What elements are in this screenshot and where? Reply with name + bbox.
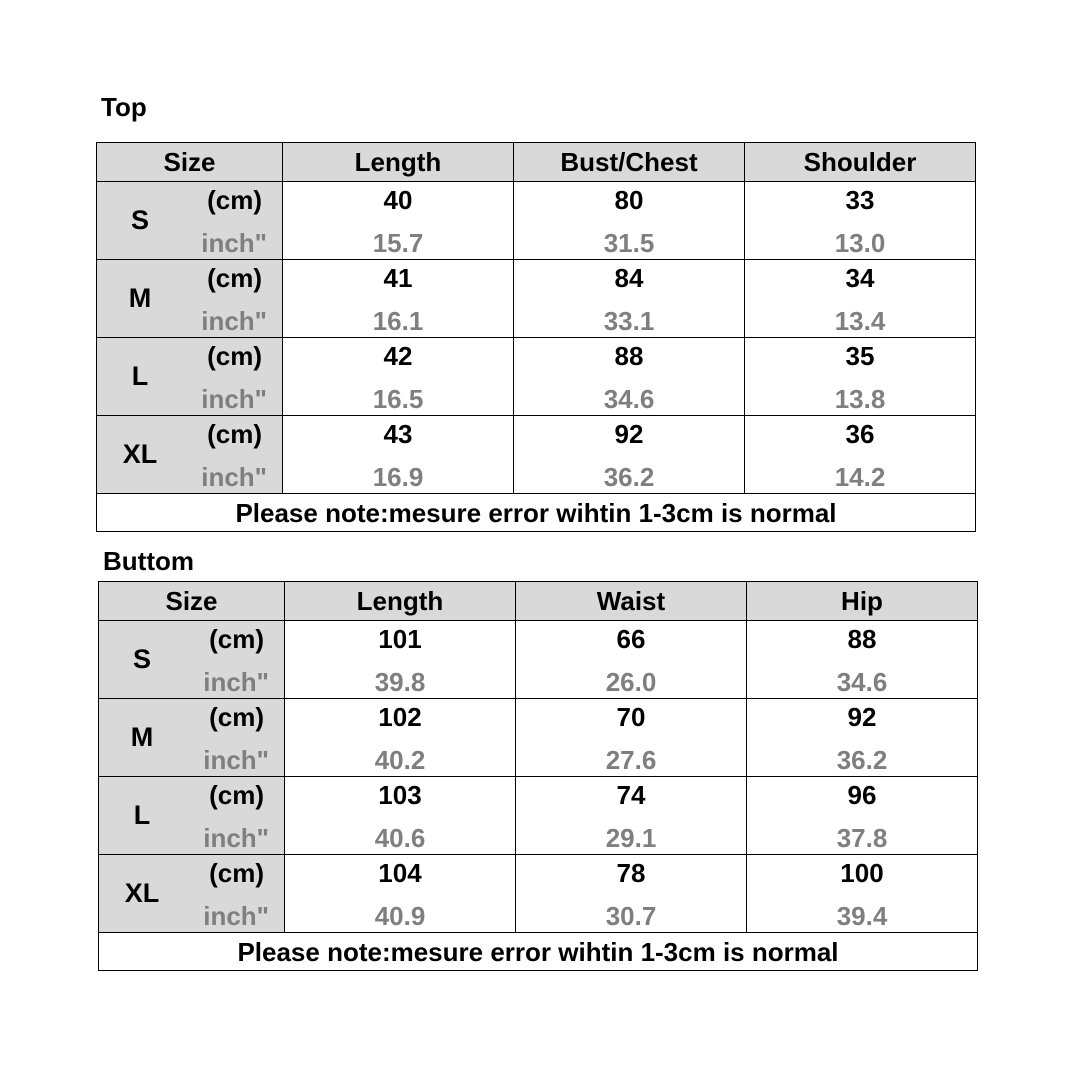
unit-cm-label: (cm) xyxy=(207,185,262,215)
header-waist: Waist xyxy=(516,582,747,621)
value-cm: 42 xyxy=(383,341,413,371)
value-cm: 43 xyxy=(383,419,413,449)
unit-cm-label: (cm) xyxy=(209,858,264,888)
value-inch: 14.2 xyxy=(834,462,886,492)
value-cell xyxy=(747,855,978,933)
value-cell xyxy=(516,621,747,699)
value-cm: 70 xyxy=(616,702,646,732)
value-cm: 78 xyxy=(616,858,646,888)
value-cell xyxy=(516,699,747,777)
value-inch: 30.7 xyxy=(605,901,657,931)
table-row xyxy=(97,338,976,416)
unit-cm-label: (cm) xyxy=(207,341,262,371)
value-inch: 13.8 xyxy=(834,384,886,414)
value-inch: 36.2 xyxy=(836,745,888,775)
value-cell xyxy=(514,260,745,338)
value-inch: 31.5 xyxy=(603,228,655,258)
value-cell xyxy=(514,182,745,260)
value-cell xyxy=(285,699,516,777)
value-inch: 40.6 xyxy=(374,823,426,853)
value-cell xyxy=(514,338,745,416)
size-table-top xyxy=(96,142,976,532)
value-cm: 96 xyxy=(847,780,877,810)
size-cell xyxy=(99,621,285,699)
table-row xyxy=(99,621,978,699)
header-hip: Hip xyxy=(747,582,978,621)
size-label: L xyxy=(131,361,149,391)
size-cell xyxy=(99,777,285,855)
value-cell xyxy=(285,777,516,855)
value-cm: 84 xyxy=(614,263,644,293)
table-header-row xyxy=(97,143,976,182)
value-cell xyxy=(745,338,976,416)
section-title-bottom: Buttom xyxy=(103,546,194,576)
value-inch: 16.5 xyxy=(372,384,424,414)
value-cm: 40 xyxy=(383,185,413,215)
table-row xyxy=(97,182,976,260)
value-cell xyxy=(745,416,976,494)
header-size: Size xyxy=(99,582,285,621)
measurement-note: Please note:mesure error wihtin 1-3cm is normal xyxy=(97,494,976,532)
size-label: S xyxy=(130,205,149,235)
unit-cm-label: (cm) xyxy=(209,624,264,654)
unit-inch-label: inch" xyxy=(201,306,267,336)
size-cell xyxy=(99,699,285,777)
value-inch: 26.0 xyxy=(605,667,657,697)
size-label: XL xyxy=(122,439,158,469)
value-cell xyxy=(283,338,514,416)
value-cm: 80 xyxy=(614,185,644,215)
value-cm: 33 xyxy=(845,185,875,215)
value-cell xyxy=(516,855,747,933)
value-inch: 40.2 xyxy=(374,745,426,775)
size-label: L xyxy=(133,800,151,830)
header-size: Size xyxy=(97,143,283,182)
table-row xyxy=(99,777,978,855)
value-cm: 35 xyxy=(845,341,875,371)
value-inch: 36.2 xyxy=(603,462,655,492)
header-bust-chest: Bust/Chest xyxy=(514,143,745,182)
value-cm: 92 xyxy=(847,702,877,732)
unit-inch-label: inch" xyxy=(201,462,267,492)
value-inch: 13.4 xyxy=(834,306,886,336)
section-title-top: Top xyxy=(101,92,147,122)
value-cm: 101 xyxy=(378,624,422,654)
unit-inch-label: inch" xyxy=(203,745,269,775)
value-inch: 34.6 xyxy=(836,667,888,697)
unit-inch-label: inch" xyxy=(201,384,267,414)
value-cm: 103 xyxy=(378,780,422,810)
value-cell xyxy=(747,699,978,777)
unit-inch-label: inch" xyxy=(203,823,269,853)
table-row xyxy=(97,260,976,338)
value-inch: 39.4 xyxy=(836,901,888,931)
value-inch: 34.6 xyxy=(603,384,655,414)
unit-inch-label: inch" xyxy=(203,901,269,931)
value-inch: 27.6 xyxy=(605,745,657,775)
value-cm: 88 xyxy=(614,341,644,371)
value-cell xyxy=(747,777,978,855)
value-cell xyxy=(283,182,514,260)
value-inch: 40.9 xyxy=(374,901,426,931)
value-cm: 92 xyxy=(614,419,644,449)
unit-inch-label: inch" xyxy=(203,667,269,697)
header-length: Length xyxy=(283,143,514,182)
size-cell xyxy=(99,855,285,933)
value-cm: 74 xyxy=(616,780,646,810)
unit-cm-label: (cm) xyxy=(209,702,264,732)
value-cell xyxy=(745,260,976,338)
note-row xyxy=(97,494,976,532)
unit-cm-label: (cm) xyxy=(209,780,264,810)
size-cell xyxy=(97,182,283,260)
table-header-row xyxy=(99,582,978,621)
value-cm: 36 xyxy=(845,419,875,449)
value-cell xyxy=(514,416,745,494)
unit-cm-label: (cm) xyxy=(207,263,262,293)
unit-inch-label: inch" xyxy=(201,228,267,258)
value-inch: 39.8 xyxy=(374,667,426,697)
table-row xyxy=(97,416,976,494)
size-cell xyxy=(97,416,283,494)
value-cm: 100 xyxy=(840,858,884,888)
value-cell xyxy=(747,621,978,699)
measurement-note: Please note:mesure error wihtin 1-3cm is normal xyxy=(99,933,978,971)
value-inch: 13.0 xyxy=(834,228,886,258)
value-cell xyxy=(283,260,514,338)
value-cm: 102 xyxy=(378,702,422,732)
header-shoulder: Shoulder xyxy=(745,143,976,182)
size-table-bottom xyxy=(98,581,978,971)
size-cell xyxy=(97,338,283,416)
value-cm: 66 xyxy=(616,624,646,654)
value-cm: 41 xyxy=(383,263,413,293)
value-cell xyxy=(285,855,516,933)
table-row xyxy=(99,855,978,933)
value-cm: 34 xyxy=(845,263,875,293)
size-label: XL xyxy=(124,878,160,908)
size-label: S xyxy=(132,644,151,674)
unit-cm-label: (cm) xyxy=(207,419,262,449)
header-length: Length xyxy=(285,582,516,621)
value-inch: 33.1 xyxy=(603,306,655,336)
value-cell xyxy=(745,182,976,260)
size-label: M xyxy=(128,283,152,313)
table-row xyxy=(99,699,978,777)
value-cell xyxy=(516,777,747,855)
value-cm: 88 xyxy=(847,624,877,654)
value-cell xyxy=(285,621,516,699)
value-inch: 15.7 xyxy=(372,228,424,258)
value-inch: 16.9 xyxy=(372,462,424,492)
size-label: M xyxy=(130,722,154,752)
value-cell xyxy=(283,416,514,494)
value-inch: 16.1 xyxy=(372,306,424,336)
value-inch: 37.8 xyxy=(836,823,888,853)
value-inch: 29.1 xyxy=(605,823,657,853)
note-row xyxy=(99,933,978,971)
size-cell xyxy=(97,260,283,338)
value-cm: 104 xyxy=(378,858,422,888)
